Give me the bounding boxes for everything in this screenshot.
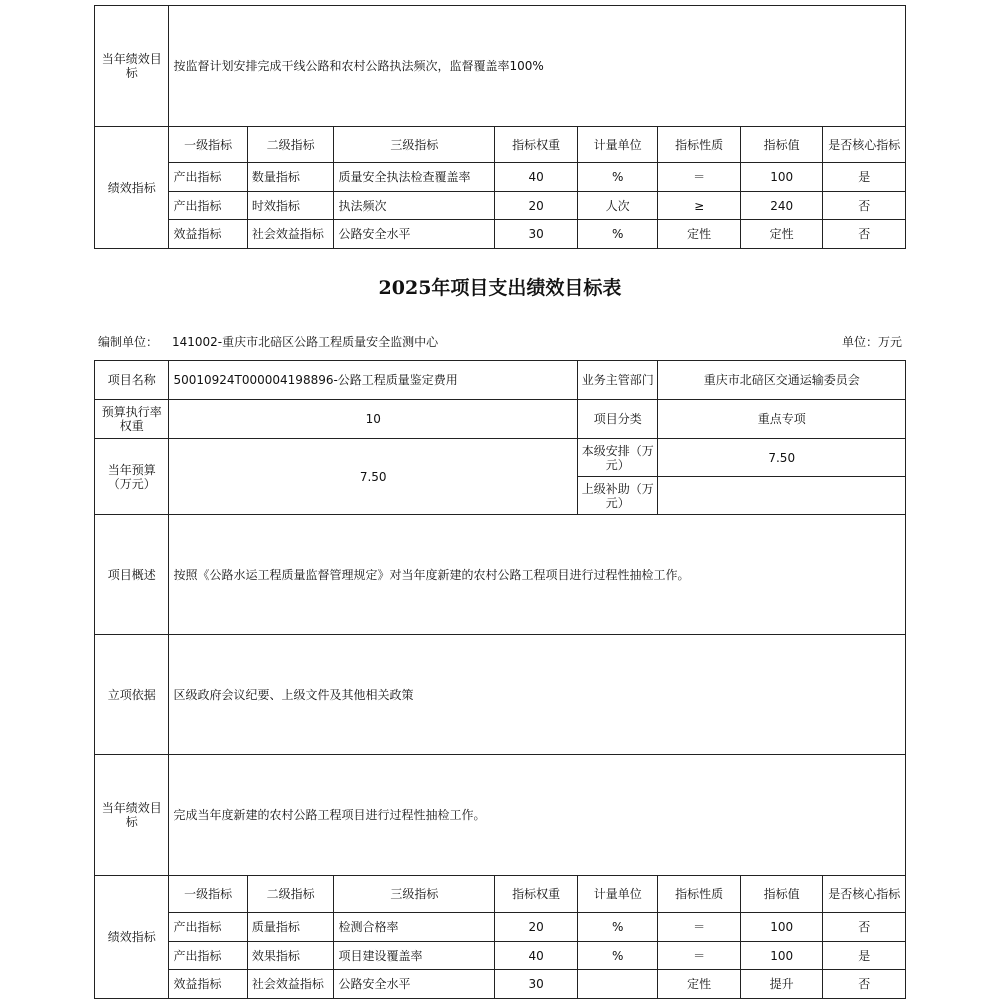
table-row (95, 942, 906, 970)
header-cell: 指标权重 (495, 127, 578, 163)
header-cell: 指标值 (740, 876, 823, 913)
cell: 定性 (658, 220, 741, 249)
money-unit: 单位：万元 (841, 335, 902, 349)
indicators-label: 绩效指标 (95, 876, 169, 999)
cell: 检测合格率 (334, 913, 495, 942)
header-cell: 指标性质 (658, 127, 741, 163)
cell: 数量指标 (247, 163, 334, 192)
header-cell: 一级指标 (169, 127, 247, 163)
cell: 产出指标 (169, 913, 247, 942)
local-label: 本级安排（万元） (577, 439, 657, 477)
cell: % (577, 220, 657, 249)
goal-label: 当年绩效目标 (95, 6, 169, 127)
header-cell: 是否核心指标 (823, 876, 906, 913)
cell: 时效指标 (247, 192, 334, 220)
table-row (95, 163, 906, 192)
cell: % (577, 942, 657, 970)
header-cell: 计量单位 (577, 876, 657, 913)
cell (577, 970, 657, 999)
unit-label: 编制单位： (98, 335, 159, 349)
indicators-label: 绩效指标 (95, 127, 169, 249)
weight-label: 预算执行率权重 (95, 400, 169, 439)
header-cell: 计量单位 (577, 127, 657, 163)
header-cell: 指标值 (740, 127, 823, 163)
budget-label: 当年预算（万元） (95, 439, 169, 515)
top-performance-table (94, 5, 906, 249)
goal-label: 当年绩效目标 (95, 755, 169, 876)
project-name-label: 项目名称 (95, 361, 169, 400)
cell: 240 (740, 192, 823, 220)
cell: 质量指标 (247, 913, 334, 942)
overview-text: 按照《公路水运工程质量监督管理规定》对当年度新建的农村公路工程项目进行过程性抽检工作。 (169, 515, 906, 635)
cell: 否 (823, 192, 906, 220)
cell: 公路安全水平 (334, 220, 495, 249)
project-table (94, 360, 906, 999)
cell: ＝ (658, 913, 741, 942)
cell: ≥ (658, 192, 741, 220)
cell: 是 (823, 163, 906, 192)
cell: 40 (495, 942, 578, 970)
header-cell: 三级指标 (334, 127, 495, 163)
cell: 是 (823, 942, 906, 970)
local-value: 7.50 (658, 439, 906, 477)
cell: 40 (495, 163, 578, 192)
cell: 公路安全水平 (334, 970, 495, 999)
cell: 人次 (577, 192, 657, 220)
header-cell: 一级指标 (169, 876, 247, 913)
cell: 效益指标 (169, 220, 247, 249)
cell: 否 (823, 220, 906, 249)
goal-text: 完成当年度新建的农村公路工程项目进行过程性抽检工作。 (169, 755, 906, 876)
upper-label: 上级补助（万元） (577, 477, 657, 515)
table-row (95, 970, 906, 999)
basis-label: 立项依据 (95, 635, 169, 755)
cell: 30 (495, 970, 578, 999)
budget-value: 7.50 (169, 439, 578, 515)
cell: 执法频次 (334, 192, 495, 220)
cell: 20 (495, 913, 578, 942)
category-value: 重点专项 (658, 400, 906, 439)
cell: 效益指标 (169, 970, 247, 999)
cell: 提升 (740, 970, 823, 999)
header-cell: 二级指标 (247, 127, 334, 163)
cell: 社会效益指标 (247, 970, 334, 999)
cell: ＝ (658, 163, 741, 192)
header-cell: 指标性质 (658, 876, 741, 913)
cell: 定性 (740, 220, 823, 249)
header-cell: 三级指标 (334, 876, 495, 913)
category-label: 项目分类 (577, 400, 657, 439)
cell: 产出指标 (169, 192, 247, 220)
unit-value: 141002-重庆市北碚区公路工程质量安全监测中心 (172, 335, 439, 349)
header-cell: 指标权重 (495, 876, 578, 913)
weight-value: 10 (169, 400, 578, 439)
cell: 社会效益指标 (247, 220, 334, 249)
page-title: 2025年项目支出绩效目标表 (378, 277, 622, 299)
goal-text: 按监督计划安排完成干线公路和农村公路执法频次，监督覆盖率100% (169, 6, 906, 127)
table-row (95, 220, 906, 249)
cell: 产出指标 (169, 942, 247, 970)
table-row (95, 913, 906, 942)
project-name-value: 50010924T000004198896-公路工程质量鉴定费用 (169, 361, 578, 400)
table-row (95, 192, 906, 220)
dept-label: 业务主管部门 (577, 361, 657, 400)
upper-value (658, 477, 906, 515)
cell: 质量安全执法检查覆盖率 (334, 163, 495, 192)
cell: 项目建设覆盖率 (334, 942, 495, 970)
cell: 100 (740, 942, 823, 970)
cell: 效果指标 (247, 942, 334, 970)
cell: 100 (740, 163, 823, 192)
header-cell: 是否核心指标 (823, 127, 906, 163)
basis-text: 区级政府会议纪要、上级文件及其他相关政策 (169, 635, 906, 755)
cell: % (577, 163, 657, 192)
cell: 100 (740, 913, 823, 942)
cell: 30 (495, 220, 578, 249)
cell: 否 (823, 970, 906, 999)
cell: 否 (823, 913, 906, 942)
cell: 定性 (658, 970, 741, 999)
cell: ＝ (658, 942, 741, 970)
cell: % (577, 913, 657, 942)
cell: 20 (495, 192, 578, 220)
cell: 产出指标 (169, 163, 247, 192)
dept-value: 重庆市北碚区交通运输委员会 (658, 361, 906, 400)
header-cell: 二级指标 (247, 876, 334, 913)
overview-label: 项目概述 (95, 515, 169, 635)
